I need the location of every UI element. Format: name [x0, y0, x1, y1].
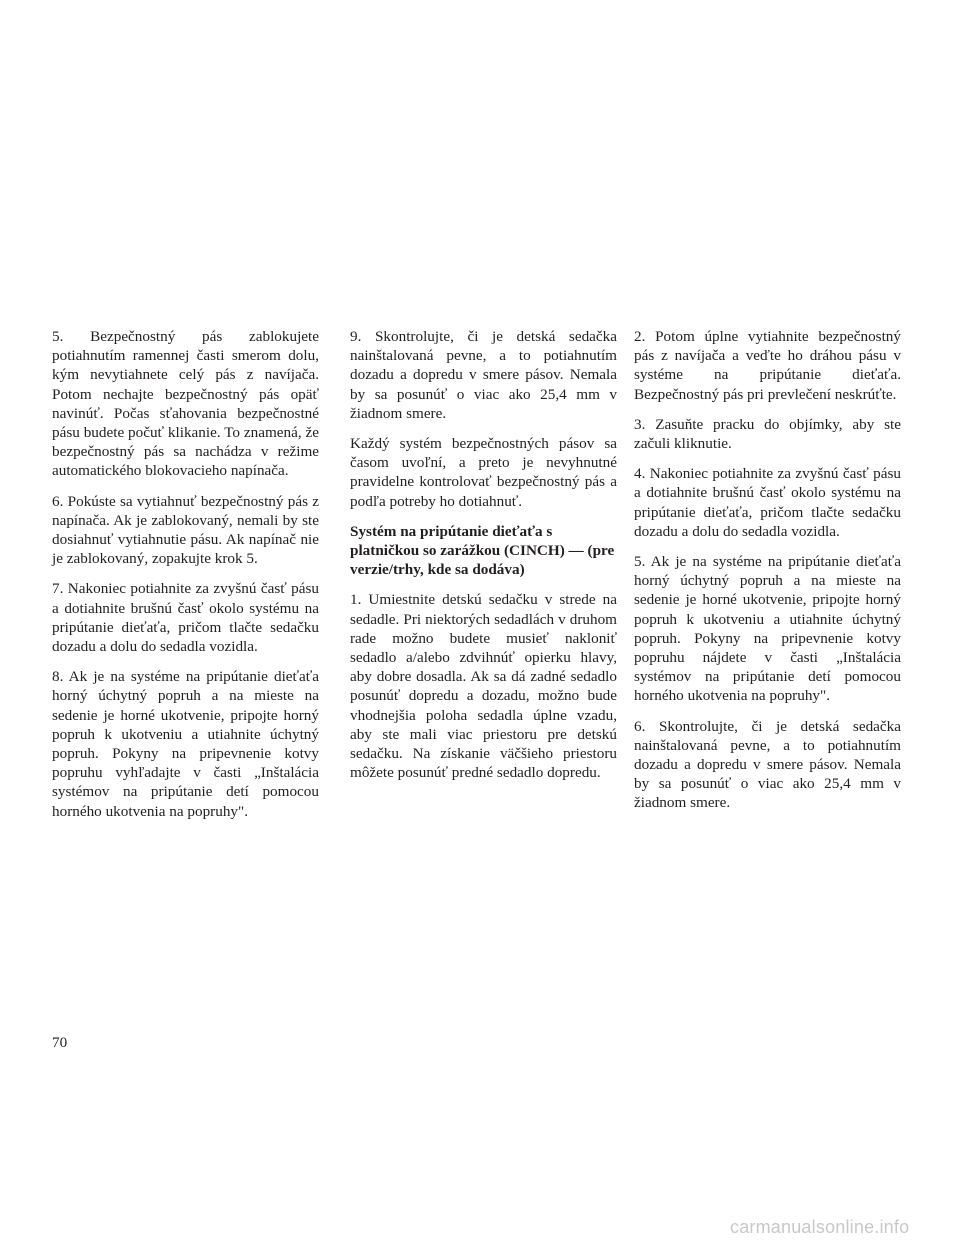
page-number: 70: [52, 1034, 68, 1051]
text-column-2: [350, 327, 617, 793]
paragraph: 4. Nakoniec potiahnite za zvyšnú časť pásu a dotiahnite brušnú časť okolo systému na pripútanie dieťaťa, pričom tlačte sedačku dozadu a dolu do sedadla vozidla.: [634, 465, 901, 540]
paragraph: 9. Skontrolujte, či je detská sedačka nainštalovaná pevne, a to potiahnutím dozadu a dopredu v smere pásov. Nemala by sa posunúť o viac ako 25,4 mm v žiadnom smere.: [350, 328, 617, 422]
text-column-1: [52, 327, 319, 832]
paragraph: 2. Potom úplne vytiahnite bezpečnostný pás z navíjača a veďte ho dráhou pásu v systéme na pripútanie dieťaťa. Bezpečnostný pás pri prevlečení neskrúťte.: [634, 328, 901, 403]
paragraph: 7. Nakoniec potiahnite za zvyšnú časť pásu a dotiahnite brušnú časť okolo systému na pripútanie dieťaťa, pričom tlačte sedačku dozadu a dolu do sedadla vozidla.: [52, 580, 319, 656]
section-heading: Systém na pripútanie dieťaťa s platničkou so zarážkou (CINCH) — (pre verzie/trhy, kde sa dodáva): [350, 522, 615, 579]
watermark-text: carmanualsonline.info: [730, 1217, 910, 1237]
paragraph: 6. Pokúste sa vytiahnuť bezpečnostný pás z napínača. Ak je zablokovaný, nemali by ste dosiahnuť vytiahnutie pásu. Ak napínač nie je zablokovaný, zopakujte krok 5.: [52, 492, 319, 568]
paragraph: 5. Bezpečnostný pás zablokujete potiahnutím ramennej časti smerom dolu, kým nevytiahnete celý pás z navíjača. Potom nechajte bezpečnostný pás opäť navinúť. Počas sťahovania bezpečnostné pásu budete počuť klikanie. To znamená, že bezpečnostný pás sa nachádza v režime automatického blokovacieho napínača.: [52, 328, 319, 480]
text-column-3: [634, 327, 901, 824]
paragraph: 6. Skontrolujte, či je detská sedačka nainštalovaná pevne, a to potiahnutím dozadu a dopredu v smere pásov. Nemala by sa posunúť o viac ako 25,4 mm v žiadnom smere.: [634, 717, 901, 812]
paragraph: 5. Ak je na systéme na pripútanie dieťaťa horný úchytný popruh a na mieste na sedenie je horné ukotvenie, pripojte horný popruh k ukotveniu a utiahnite úchytný popruh. Pokyny na pripevnenie kotvy popruhu nájdete v časti „Inštalácia systémov na pripútanie detí pomocou horného ukotvenia na popruhy".: [634, 553, 901, 705]
paragraph: 8. Ak je na systéme na pripútanie dieťaťa horný úchytný popruh a na mieste na sedenie je horné ukotvenie, pripojte horný popruh k ukotveniu a utiahnite úchytný popruh. Pokyny na pripevnenie kotvy popruhu vyhľadajte v časti „Inštalácia systémov na pripútanie detí pomocou horného ukotvenia na popruhy".: [52, 668, 319, 820]
paragraph: 1. Umiestnite detskú sedačku v strede na sedadle. Pri niektorých sedadlách v druhom rade možno budete musieť nakloniť sedadlo a/alebo zdvihnúť opierku hlavy, aby dobre dosadla. Ak sa dá zadné sedadlo posunúť dopredu a dozadu, možno bude vhodnejšia poloha sedadla úplne vzadu, aby ste mali viac priestoru pre detskú sedačku. Na získanie väčšieho priestoru môžete posunúť predné sedadlo dopredu.: [350, 591, 617, 782]
paragraph: 3. Zasuňte pracku do objímky, aby ste začuli kliknutie.: [634, 415, 901, 453]
paragraph: Každý systém bezpečnostných pásov sa časom uvoľní, a preto je nevyhnutné pravidelne kontrolovať bezpečnostný pás a podľa potreby ho dotiahnuť.: [350, 435, 617, 510]
